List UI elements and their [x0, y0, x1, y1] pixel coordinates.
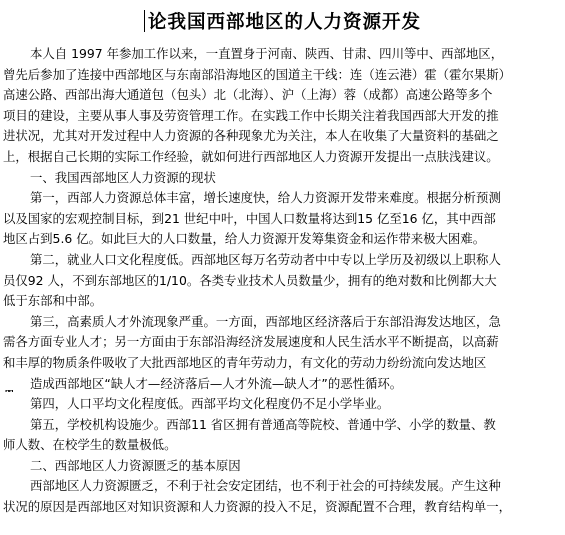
paragraph-line: 高速公路、西部出海大通道包（包头）北（北海）、沪（上海）蓉（成都）高速公路等多个: [3, 87, 493, 103]
paragraph-line: 西部地区人力资源匮乏，不利于社会安定团结，也不利于社会的可持续发展。产生这种: [30, 478, 501, 494]
paragraph-line: 第三，高素质人才外流现象严重。一方面，西部地区经济落后于东部沿海发达地区，急: [30, 313, 501, 329]
paragraph-line: 员仅92 人，不到东部地区的1/10。各类专业技术人员数量少，拥有的绝对数和比例都大大: [3, 272, 497, 288]
section-heading: 一、我国西部地区人力资源的现状: [30, 169, 216, 185]
paragraph-line: 低于东部和中部。: [3, 293, 103, 309]
paragraph-line: 进状况，尤其对开发过程中人力资源的各种现象尤为关注，本人在收集了大量资料的基础之: [3, 128, 499, 144]
paragraph-line: 曾先后参加了连接中西部地区与东南部沿海地区的国道主干线：连（连云港）霍（霍尔果斯）: [3, 66, 512, 82]
margin-mark: ᵸᵸ: [5, 390, 13, 396]
paragraph-line: 需各方面专业人才；另一方面由于东部沿海经济发展速度和人民生活水平不断提高，以高薪: [3, 334, 499, 350]
paragraph-line: 和丰厚的物质条件吸收了大批西部地区的青年劳动力，有文化的劳动力纷纷流向发达地区: [3, 354, 487, 370]
paragraph-line: 地区占到5.6 亿。如此巨大的人口数量，给人力资源开发筹集资金和运作带来极大困难。: [3, 231, 486, 247]
paragraph-line: 师人数、在校学生的数量极低。: [3, 437, 177, 453]
document-body: [3, 44, 559, 518]
title-row: [0, 10, 565, 36]
paragraph-line: 造成西部地区“缺人才—经济落后—人才外流—缺人才”的恶性循环。: [30, 375, 403, 391]
paragraph-line: 上，根据自己长期的实际工作经验，就如何进行西部地区人力资源开发提出一点肤浅建议。: [3, 148, 499, 164]
section-heading: 二、西部地区人力资源匮乏的基本原因: [30, 457, 241, 473]
paragraph-line: 状况的原因是西部地区对知识资源和人力资源的投入不足，资源配置不合理，教育结构单一，: [3, 499, 512, 515]
paragraph-line: 第一，西部人力资源总体丰富，增长速度快，给人力资源开发带来难度。根据分析预测: [30, 190, 501, 206]
document-title: 论我国西部地区的人力资源开发: [147, 12, 421, 33]
text-cursor: [144, 10, 145, 32]
paragraph-line: 第五，学校机构设施少。西部11 省区拥有普通高等院校、普通中学、小学的数量、教: [30, 416, 496, 432]
paragraph-line: 本人自 1997 年参加工作以来，一直置身于河南、陕西、甘肃、四川等中、西部地区，: [30, 46, 504, 61]
paragraph-line: 第四，人口平均文化程度低。西部平均文化程度仍不足小学毕业。: [30, 396, 390, 412]
paragraph-line: 以及国家的宏观控制目标，到21 世纪中叶，中国人口数量将达到15 亿至16 亿，其中西部: [3, 210, 496, 226]
paragraph-line: 项目的建设，主要从事人事及劳资管理工作。在实践工作中长期关注着我国西部大开发的推: [3, 107, 499, 123]
paragraph-line: 第二，就业人口文化程度低。西部地区每万名劳动者中中专以上学历及初级以上职称人: [30, 251, 501, 267]
